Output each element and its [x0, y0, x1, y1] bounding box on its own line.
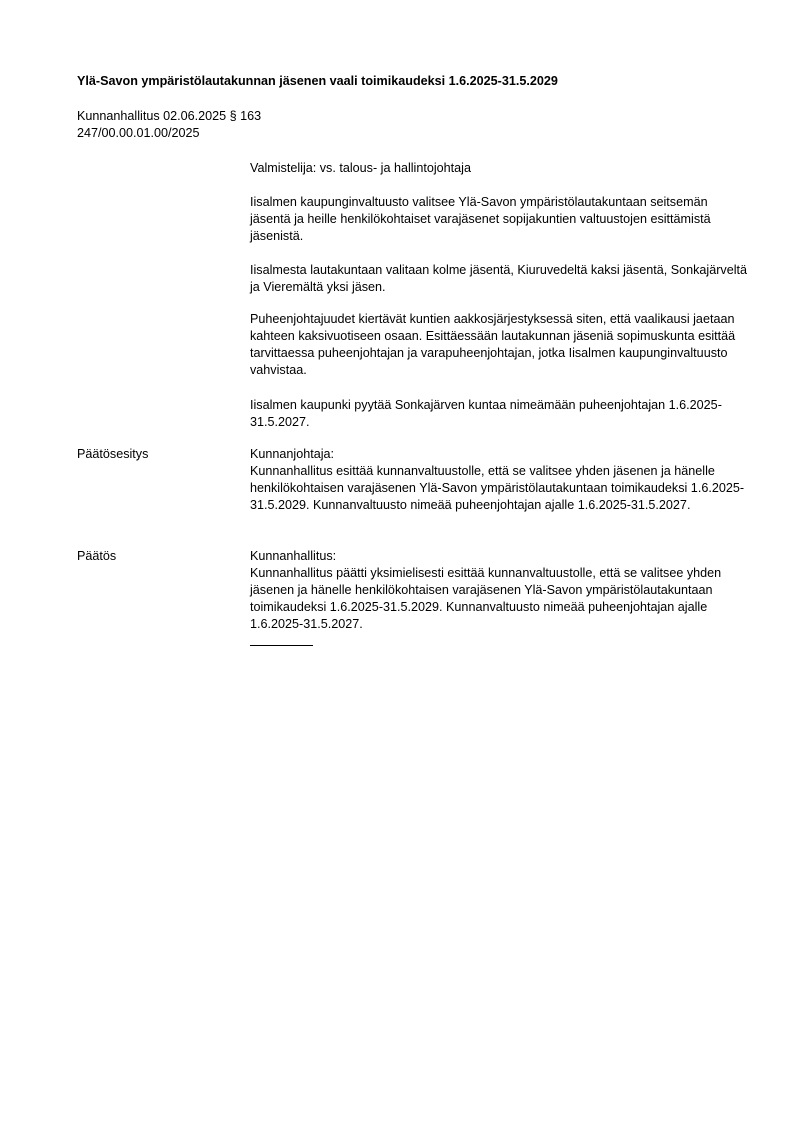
preparer-line: Valmistelija: vs. talous- ja hallintojohtaja	[250, 161, 471, 175]
paragraph-text: Iisalmen kaupunki pyytää Sonkajärven kuntaa nimeämään puheenjohtajan 1.6.2025-31.5.2027.	[250, 398, 722, 429]
preparation-paragraph	[250, 397, 750, 431]
paragraph-text: Iisalmen kaupunginvaltuusto valitsee Ylä-Savon ympäristölautakuntaan seitsemän jäsentä ja heille henkilökohtaiset varajäsenet sopijakuntien valtuustojen esittämistä jäsenistä.	[250, 195, 711, 243]
document-title: Ylä-Savon ympäristölautakunnan jäsenen vaali toimikaudeksi 1.6.2025-31.5.2029	[77, 74, 558, 88]
preparation-section	[250, 160, 750, 177]
paragraph-text: Iisalmesta lautakuntaan valitaan kolme jäsentä, Kiuruvedeltä kaksi jäsentä, Sonkajärveltä ja Vieremältä yksi jäsen.	[250, 263, 748, 294]
record-number: 247/00.00.01.00/2025	[77, 126, 200, 140]
decision-section	[250, 548, 750, 633]
proposal-author: Kunnanjohtaja:	[250, 447, 335, 461]
proposal-label: Päätösesitys	[77, 447, 149, 461]
paragraph-text: Puheenjohtajuudet kiertävät kuntien aakkosjärjestyksessä siten, että vaalikausi jaetaan kahteen kaksivuotiseen osaan. Esittäessään lautakunnan jäseniä sopimuskunta esittää tarvittaessa puheenjohtajan ja varapuheenjohtajan, jotka Iisalmen kaupunginvaltuusto vahvistaa.	[250, 312, 736, 377]
preparation-paragraph	[250, 311, 750, 379]
meeting-reference: Kunnanhallitus 02.06.2025 § 163	[77, 109, 262, 123]
preparation-paragraph	[250, 194, 750, 245]
meeting-meta	[77, 108, 261, 142]
proposal-text: Kunnanhallitus esittää kunnanvaltuustolle, että se valitsee yhden jäsenen ja hänelle henkilökohtaisen varajäsenen Ylä-Savon ympäristölautakuntaan toimikaudeksi 1.6.2025-31.5.2029. Kunnanvaltuusto nimeää puheenjohtajan ajalle 1.6.2025-31.5.2027.	[250, 464, 745, 512]
decision-label: Päätös	[77, 549, 117, 563]
section-end-divider	[250, 645, 313, 646]
decision-text: Kunnanhallitus päätti yksimielisesti esittää kunnanvaltuustolle, että se valitsee yhden jäsenen ja hänelle henkilökohtaisen varajäsenen Ylä-Savon ympäristölautakuntaan toimikaudeksi 1.6.2025-31.5.2029. Kunnanvaltuusto nimeää puheenjohtajan ajalle 1.6.2025-31.5.2027.	[250, 566, 722, 631]
proposal-section	[250, 446, 750, 514]
preparation-paragraph	[250, 262, 750, 296]
decision-author: Kunnanhallitus:	[250, 549, 337, 563]
